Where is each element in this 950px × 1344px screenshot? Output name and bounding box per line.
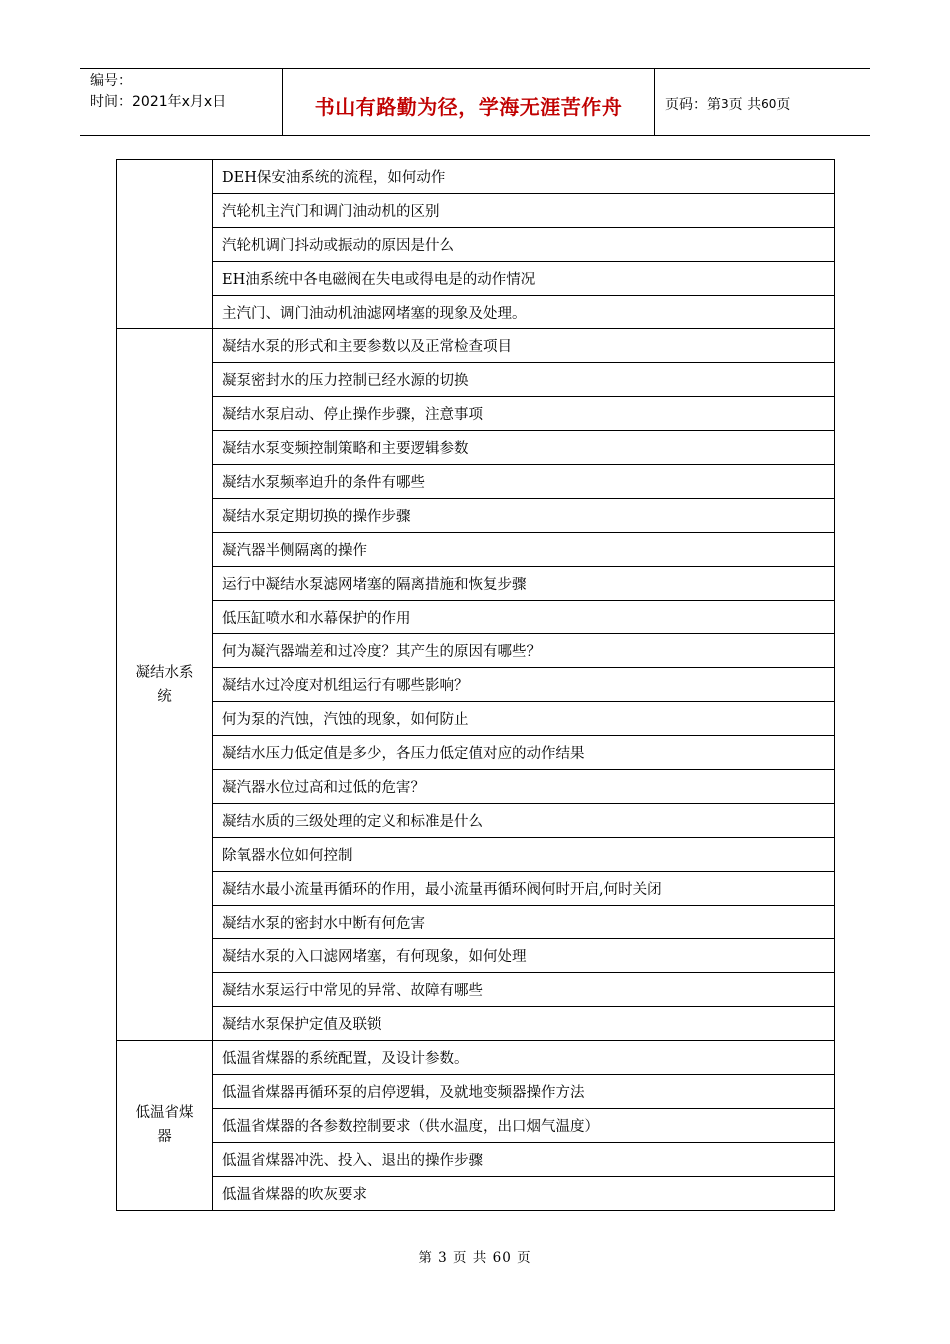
section-category: 低温省煤器 <box>117 1041 213 1210</box>
question-item: 除氧器水位如何控制 <box>213 837 835 871</box>
page-footer: 第 3 页 共 60 页 <box>418 1250 532 1266</box>
table-row <box>117 160 835 194</box>
document-number-label: 编号： <box>90 73 132 89</box>
question-item: 何为泵的汽蚀，汽蚀的现象，如何防止 <box>213 702 835 736</box>
question-item: 低温省煤器的各参数控制要求（供水温度，出口烟气温度） <box>213 1108 835 1142</box>
question-item: 凝结水泵变频控制策略和主要逻辑参数 <box>213 431 835 465</box>
table-row <box>117 1142 835 1176</box>
question-item: 何为凝汽器端差和过冷度？其产生的原因有哪些？ <box>213 634 835 668</box>
table-row <box>117 193 835 227</box>
page-prefix: 页码：第 <box>665 97 721 113</box>
question-item: 主汽门、调门油动机油滤网堵塞的现象及处理。 <box>213 295 835 329</box>
document-time: 时间：2021年x月x日 <box>90 94 227 110</box>
question-table-body <box>117 160 835 1211</box>
table-row <box>117 1007 835 1041</box>
header-motto: 书山有路勤为径，学海无涯苦作舟 <box>283 69 655 135</box>
question-item: 汽轮机调门抖动或振动的原因是什么 <box>213 227 835 261</box>
table-row <box>117 329 835 363</box>
table-row <box>117 736 835 770</box>
question-item: 凝结水质的三级处理的定义和标准是什么 <box>213 803 835 837</box>
question-table <box>116 159 835 1211</box>
table-row <box>117 431 835 465</box>
table-row <box>117 600 835 634</box>
table-row <box>117 532 835 566</box>
question-item: 凝结水泵运行中常见的异常、故障有哪些 <box>213 973 835 1007</box>
question-item: 凝结水泵保护定值及联锁 <box>213 1007 835 1041</box>
question-item: 凝泵密封水的压力控制已经水源的切换 <box>213 363 835 397</box>
table-row <box>117 871 835 905</box>
question-item: 凝结水泵的形式和主要参数以及正常检查项目 <box>213 329 835 363</box>
question-item: 凝结水泵的密封水中断有何危害 <box>213 905 835 939</box>
table-row <box>117 363 835 397</box>
page-suffix: 页 <box>776 97 791 113</box>
table-row <box>117 939 835 973</box>
question-item: 低温省煤器冲洗、投入、退出的操作步骤 <box>213 1142 835 1176</box>
header-page-indicator <box>655 69 870 135</box>
table-row <box>117 803 835 837</box>
table-row <box>117 973 835 1007</box>
question-item: 凝结水泵定期切换的操作步骤 <box>213 498 835 532</box>
table-row <box>117 634 835 668</box>
question-item: 低温省煤器的系统配置，及设计参数。 <box>213 1041 835 1075</box>
question-item: 凝结水泵的入口滤网堵塞，有何现象，如何处理 <box>213 939 835 973</box>
question-item: 低温省煤器的吹灰要求 <box>213 1176 835 1210</box>
question-item: 低压缸喷水和水幕保护的作用 <box>213 600 835 634</box>
section-category <box>117 160 213 329</box>
table-row <box>117 905 835 939</box>
table-row <box>117 1041 835 1075</box>
page-current: 3 <box>721 97 729 111</box>
table-row <box>117 770 835 804</box>
table-row <box>117 566 835 600</box>
question-item: 凝汽器水位过高和过低的危害？ <box>213 770 835 804</box>
question-item: 凝结水最小流量再循环的作用，最小流量再循环阀何时开启,何时关闭 <box>213 871 835 905</box>
table-row <box>117 1176 835 1210</box>
question-item: 凝结水过冷度对机组运行有哪些影响？ <box>213 668 835 702</box>
table-row <box>117 837 835 871</box>
question-item: 汽轮机主汽门和调门油动机的区别 <box>213 193 835 227</box>
question-item: DEH保安油系统的流程，如何动作 <box>213 160 835 194</box>
table-row <box>117 702 835 736</box>
section-category: 凝结水系统 <box>117 329 213 1041</box>
table-row <box>117 227 835 261</box>
table-row <box>117 1075 835 1109</box>
table-row <box>117 465 835 499</box>
table-row <box>117 295 835 329</box>
question-item: EH油系统中各电磁阀在失电或得电是的动作情况 <box>213 261 835 295</box>
header-meta <box>80 69 283 135</box>
question-item: 凝结水压力低定值是多少，各压力低定值对应的动作结果 <box>213 736 835 770</box>
question-item: 低温省煤器再循环泵的启停逻辑，及就地变频器操作方法 <box>213 1075 835 1109</box>
table-row <box>117 498 835 532</box>
table-row <box>117 668 835 702</box>
question-item: 凝结水泵频率迫升的条件有哪些 <box>213 465 835 499</box>
question-item: 凝结水泵启动、停止操作步骤，注意事项 <box>213 397 835 431</box>
page-middle: 页 共 <box>728 97 762 113</box>
page-total: 60 <box>761 97 777 111</box>
table-row <box>117 397 835 431</box>
question-item: 运行中凝结水泵滤网堵塞的隔离措施和恢复步骤 <box>213 566 835 600</box>
table-row <box>117 1108 835 1142</box>
page-header <box>80 68 870 136</box>
question-item: 凝汽器半侧隔离的操作 <box>213 532 835 566</box>
table-row <box>117 261 835 295</box>
